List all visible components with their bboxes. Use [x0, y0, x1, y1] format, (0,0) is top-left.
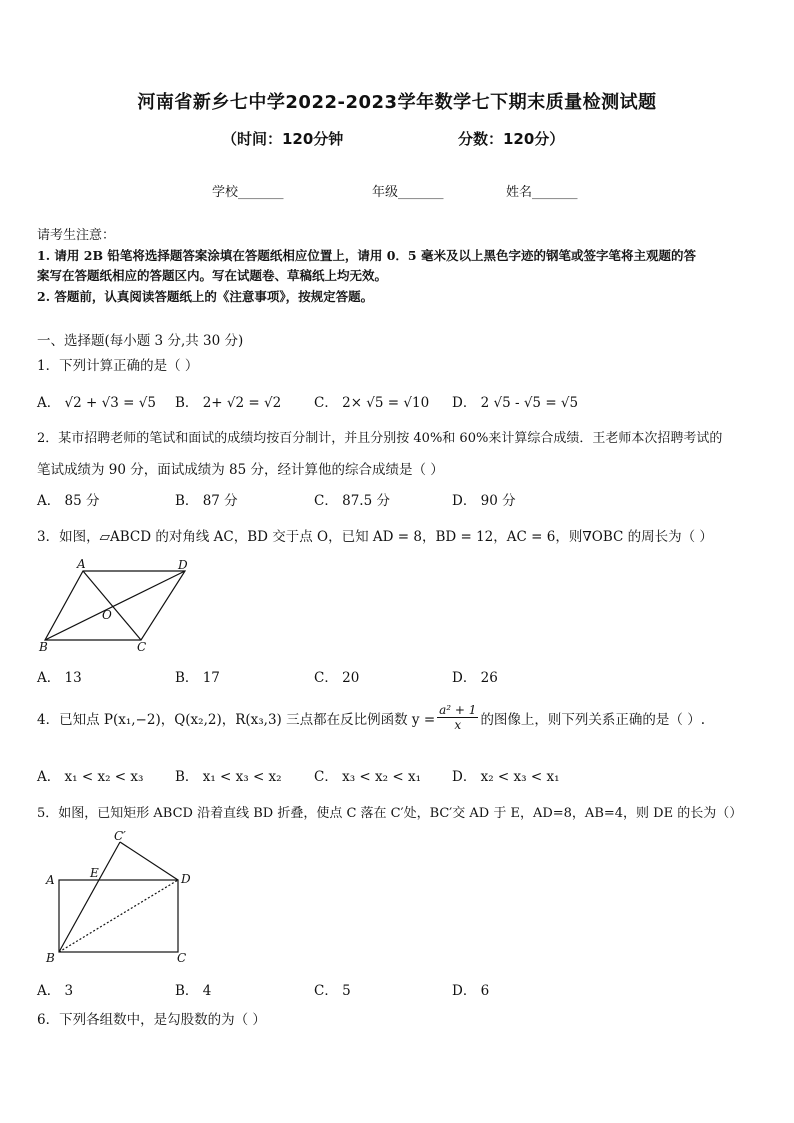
q4-fraction — [437, 703, 478, 732]
q3-label-a: A — [77, 557, 86, 571]
fold-line-bd — [59, 880, 178, 952]
section-heading: 一、选择题(每小题 3 分,共 30 分) — [37, 333, 244, 349]
q3-option-b: B． 17 — [175, 670, 220, 686]
q1-option-b: B． 2+ √2 = √2 — [175, 395, 282, 411]
grade-field: 年级_______ — [372, 185, 444, 200]
q4-option-a: A． x₁ < x₂ < x₃ — [37, 769, 144, 785]
q5-rectangle-fold-figure — [40, 830, 200, 965]
q2-option-a: A． 85 分 — [37, 493, 100, 509]
notice-line-2: 案写在答题纸相应的答题区内。写在试题卷、草稿纸上均无效。 — [37, 268, 388, 283]
q5-label-d: D — [181, 872, 191, 886]
segment-c-prime-d — [120, 842, 178, 880]
q4-option-d: D． x₂ < x₃ < x₁ — [452, 769, 560, 785]
q4-option-b: B． x₁ < x₃ < x₂ — [175, 769, 282, 785]
q3-stem: 3．如图，▱ABCD 的对角线 AC，BD 交于点 O，已知 AD = 8，BD = 12，AC = 6，则∇OBC 的周长为（ ） — [37, 529, 713, 545]
q4-fraction-denominator: x — [454, 718, 462, 732]
q1-stem: 1．下列计算正确的是（ ） — [37, 358, 199, 374]
school-field: 学校_______ — [212, 185, 284, 200]
q5-label-e: E — [90, 866, 99, 880]
name-field: 姓名_______ — [506, 185, 578, 200]
q5-label-b: B — [46, 951, 55, 965]
exam-score: 分数：120分） — [458, 130, 565, 148]
q2-option-c: C． 87.5 分 — [314, 493, 390, 509]
q3-label-d: D — [178, 558, 188, 572]
q4-stem-pre: 4．已知点 P(x₁,−2)，Q(x₂,2)，R(x₃,3) 三点都在反比例函数 y = — [37, 711, 436, 728]
q3-option-d: D． 26 — [452, 670, 498, 686]
q5-option-a: A． 3 — [37, 983, 74, 999]
q5-option-b: B． 4 — [175, 983, 212, 999]
q3-label-o: O — [102, 608, 112, 622]
q5-option-c: C． 5 — [314, 983, 351, 999]
q3-label-b: B — [39, 640, 48, 654]
diagonal-bd — [45, 571, 185, 640]
q4-stem — [37, 703, 705, 732]
q5-label-c: C — [177, 951, 187, 965]
q3-option-c: C． 20 — [314, 670, 360, 686]
q3-label-c: C — [137, 640, 147, 654]
q5-option-d: D． 6 — [452, 983, 490, 999]
notice-line-3: 2. 答题前，认真阅读答题纸上的《注意事项》，按规定答题。 — [37, 289, 374, 304]
q5-label-a: A — [46, 873, 55, 887]
q6-stem: 6．下列各组数中，是勾股数的为（ ） — [37, 1012, 266, 1028]
q2-stem-line-1: 2．某市招聘老师的笔试和面试的成绩均按百分制计，并且分别按 40%和 60%来计算综合成绩．王老师本次招聘考试的 — [37, 431, 723, 446]
q5-label-c-prime: C′ — [114, 830, 126, 843]
q2-option-b: B． 87 分 — [175, 493, 238, 509]
q4-fraction-numerator: a² + 1 — [439, 703, 477, 717]
notice-line-1: 1. 请用 2B 铅笔将选择题答案涂填在答题纸相应位置上，请用 0．5 毫米及以上黑色字迹的钢笔或签字笔将主观题的答 — [37, 248, 696, 263]
q1-option-c: C． 2× √5 = √10 — [314, 395, 430, 411]
q5-stem: 5．如图，已知矩形 ABCD 沿着直线 BD 折叠，使点 C 落在 C′处，BC′交 AD 于 E，AD=8，AB=4，则 DE 的长为（） — [37, 806, 743, 821]
q3-parallelogram-figure — [35, 556, 200, 656]
q3-option-a: A． 13 — [37, 670, 82, 686]
diagonal-ac — [83, 571, 141, 640]
q1-option-a: A． √2 + √3 = √5 — [37, 395, 156, 411]
q1-option-d: D． 2 √5 - √5 = √5 — [452, 395, 579, 411]
segment-bc-prime — [59, 842, 120, 952]
q2-stem-line-2: 笔试成绩为 90 分，面试成绩为 85 分，经计算他的综合成绩是（ ） — [37, 462, 444, 478]
q2-option-d: D． 90 分 — [452, 493, 516, 509]
page-title: 河南省新乡七中学2022-2023学年数学七下期末质量检测试题 — [137, 92, 657, 113]
q4-stem-post: 的图像上，则下列关系正确的是（ ）. — [480, 711, 706, 728]
notice-heading: 请考生注意： — [37, 228, 116, 243]
exam-time: （时间：120分钟 — [222, 130, 344, 148]
q4-option-c: C． x₃ < x₂ < x₁ — [314, 769, 421, 785]
